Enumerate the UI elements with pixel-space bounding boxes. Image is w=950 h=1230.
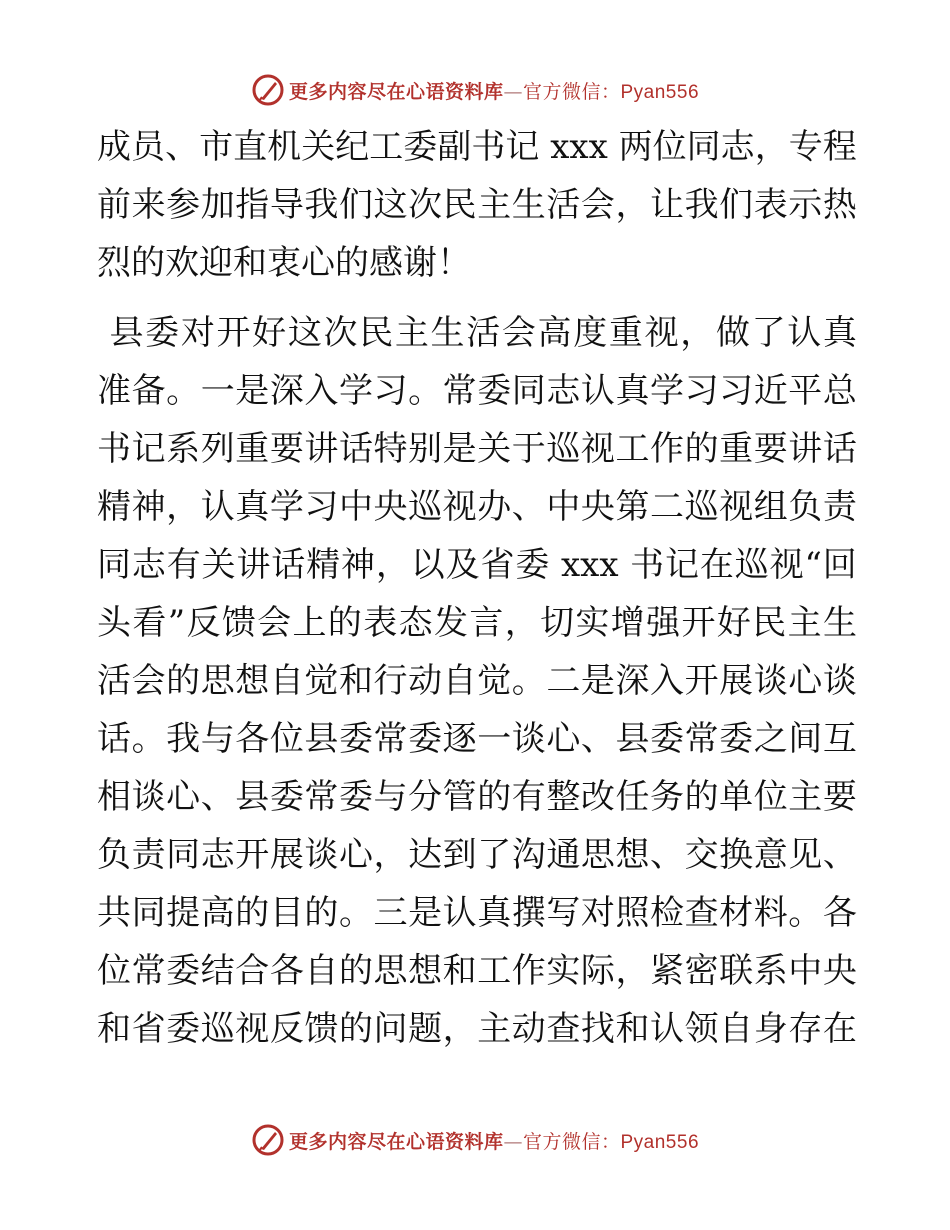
text-line: 县 委 对 开 好 这 次 民 主 生 活 会 高 度 重 视 ， 做 了 认 真 [109, 313, 857, 353]
quill-logo-icon [251, 1123, 285, 1157]
paragraph-2 [97, 304, 857, 1058]
text-line: 准 备 。 一 是 深 入 学 习 。 常 委 同 志 认 真 学 习 习 近 平 总 [97, 371, 857, 411]
text-line: 负 责 同 志 开 展 谈 心 ， 达 到 了 沟 通 思 想 、 交 换 意 见 、 [97, 835, 857, 875]
footer-watermark [0, 1120, 950, 1160]
text-line: 位 常 委 结 合 各 自 的 思 想 和 工 作 实 际 ， 紧 密 联 系 中 央 [97, 951, 857, 991]
text-line: 共 同 提 高 的 目 的 。 三 是 认 真 撰 写 对 照 检 查 材 料 。 各 [97, 893, 857, 933]
text-line: 和 省 委 巡 视 反 馈 的 问 题 ， 主 动 查 找 和 认 领 自 身 存 在 [97, 1009, 857, 1049]
quill-logo-icon [251, 73, 285, 107]
text-line: 头 看 ” 反 馈 会 上 的 表 态 发 言 ， 切 实 增 强 开 好 民 主 生 [97, 603, 857, 643]
header-watermark [0, 70, 950, 110]
text-line: 话 。 我 与 各 位 县 委 常 委 逐 一 谈 心 、 县 委 常 委 之 间 互 [97, 719, 857, 759]
document-body [97, 118, 857, 1058]
text-line: 活 会 的 思 想 自 觉 和 行 动 自 觉 。 二 是 深 入 开 展 谈 心 谈 [97, 661, 857, 701]
text-line: 前 来 参 加 指 导 我 们 这 次 民 主 生 活 会 ， 让 我 们 表 示 热 [97, 185, 857, 225]
text-line: 书 记 系 列 重 要 讲 话 特 别 是 关 于 巡 视 工 作 的 重 要 讲 话 [97, 429, 857, 469]
text-line: 烈的欢迎和衷心的感谢！ [97, 243, 471, 283]
text-line: 同 志 有 关 讲 话 精 神 ， 以 及 省 委 xxx 书 记 在 巡 视 “ 回 [97, 545, 857, 585]
watermark-text: 更多内容尽在心语资料库—官方微信：Pyan556 [288, 1130, 700, 1153]
text-line: 成 员 、 市 直 机 关 纪 工 委 副 书 记 xxx 两 位 同 志 ， 专 程 [97, 127, 857, 167]
paragraph-1 [97, 118, 857, 292]
watermark-text: 更多内容尽在心语资料库—官方微信：Pyan556 [288, 80, 700, 103]
text-line: 精 神 ， 认 真 学 习 中 央 巡 视 办 、 中 央 第 二 巡 视 组 负 责 [97, 487, 857, 527]
text-line: 相 谈 心 、 县 委 常 委 与 分 管 的 有 整 改 任 务 的 单 位 主 要 [97, 777, 857, 817]
